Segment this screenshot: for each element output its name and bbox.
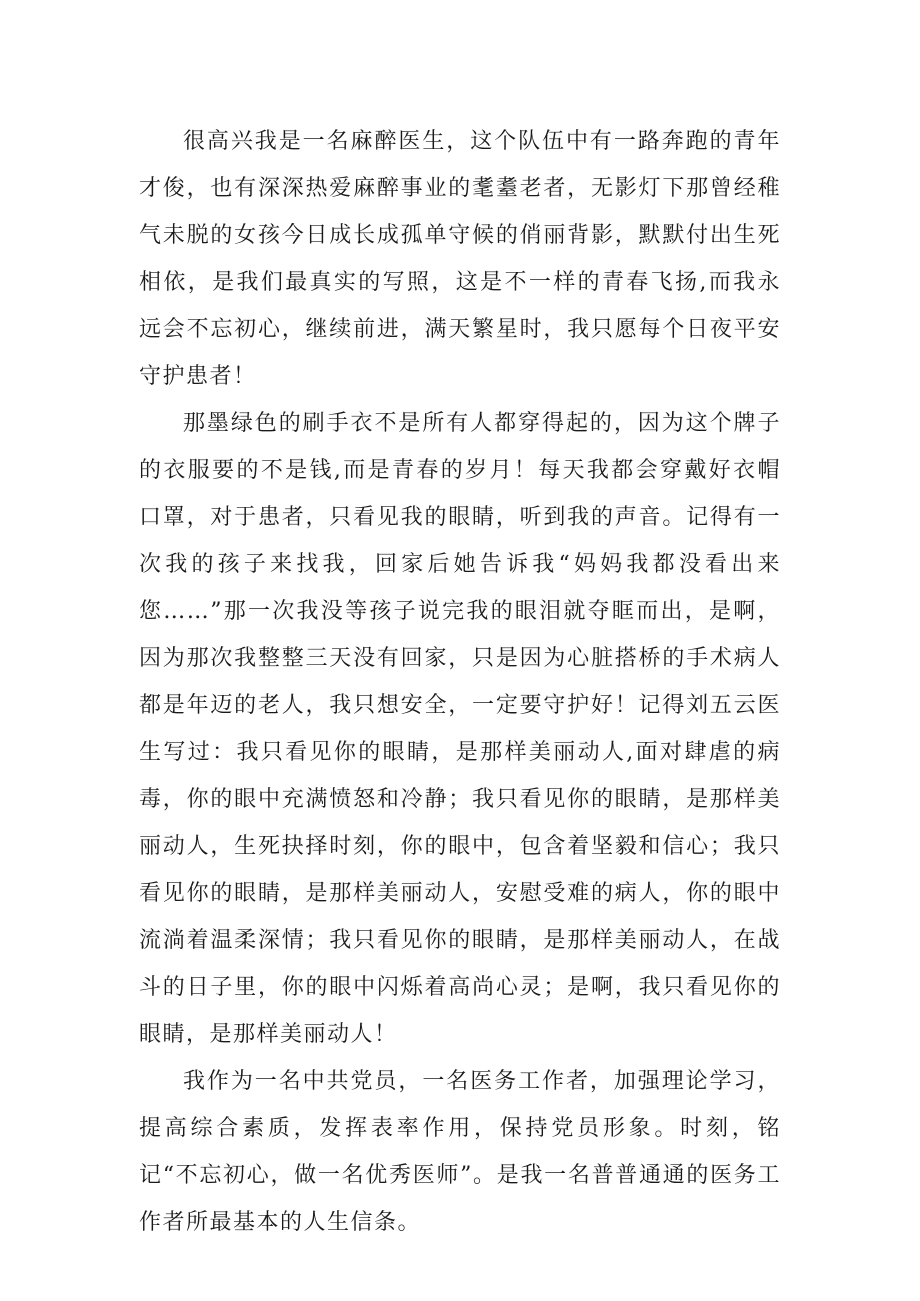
paragraph-2: 那墨绿色的刷手衣不是所有人都穿得起的，因为这个牌子的衣服要的不是钱,而是青春的岁月！每天我都会穿戴好衣帽口罩，对于患者，只看见我的眼睛，听到我的声音。记得有一次我的孩子来找我，回家后她告诉我“妈妈我都没看出来您……”那一次我没等孩子说完我的眼泪就夺眶而出，是啊，因为那次我整整三天没有回家，只是因为心脏搭桥的手术病人都是年迈的老人，我只想安全，一定要守护好！记得刘五云医生写过：我只看见你的眼睛，是那样美丽动人,面对肆虐的病毒，你的眼中充满愤怒和冷静；我只看见你的眼睛，是那样美丽动人，生死抉择时刻，你的眼中，包含着坚毅和信心；我只看见你的眼睛，是那样美丽动人，安慰受难的病人，你的眼中流淌着温柔深情；我只看见你的眼睛，是那样美丽动人，在战斗的日子里，你的眼中闪烁着高尚心灵；是啊，我只看见你的眼睛，是那样美丽动人！ (139, 411, 781, 1047)
paragraph-1: 很高兴我是一名麻醉医生，这个队伍中有一路奔跑的青年才俊，也有深深热爱麻醉事业的耄耋老者，无影灯下那曾经稚气未脱的女孩今日成长成孤单守候的俏丽背影，默默付出生死相依，是我们最真实的写照，这是不一样的青春飞扬,而我永远会不忘初心，继续前进，满天繁星时，我只愿每个日夜平安守护患者！ (139, 129, 781, 389)
document-body (139, 118, 781, 1246)
paragraph-3: 我作为一名中共党员，一名医务工作者，加强理论学习，提高综合素质，发挥表率作用，保持党员形象。时刻，铭记“不忘初心，做一名优秀医师”。是我一名普普通通的医务工作者所最基本的人生信条。 (139, 1069, 781, 1235)
